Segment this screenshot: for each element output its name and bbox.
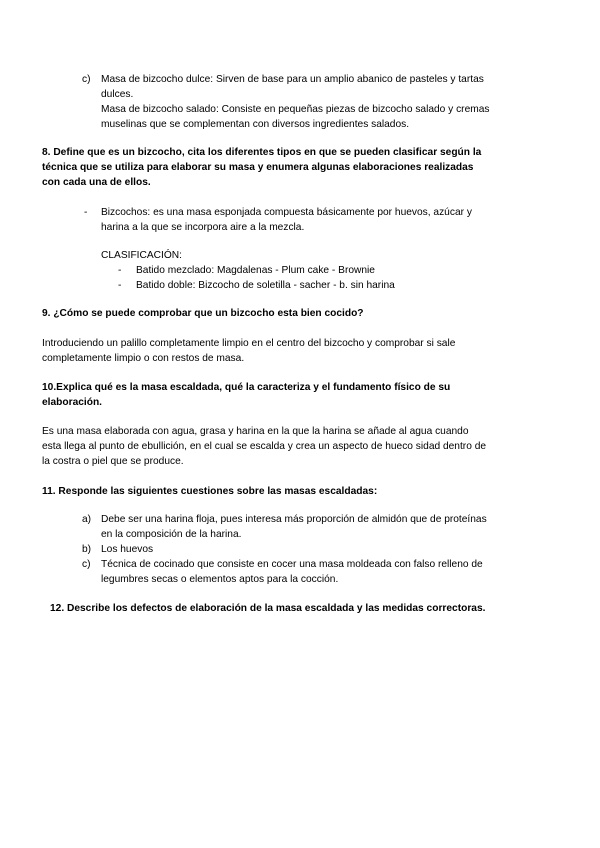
list-marker: a) — [82, 514, 92, 525]
answer-text: harina a la que se incorpora aire a la mezcla. — [101, 222, 305, 233]
question-heading: 8. Define que es un bizcocho, cita los diferentes tipos en que se pueden clasificar según la — [42, 147, 482, 158]
answer-text: Masa de bizcocho salado: Consiste en pequeñas piezas de bizcocho salado y cremas — [101, 104, 490, 115]
classification-heading: CLASIFICACIÓN: — [101, 250, 182, 261]
answer-text: en la composición de la harina. — [101, 529, 242, 540]
answer-text: dulces. — [101, 89, 134, 100]
answer-text: Técnica de cocinado que consiste en cocer una masa moldeada con falso relleno de — [101, 559, 483, 570]
question-heading: elaboración. — [42, 397, 103, 408]
question-heading: técnica que se utiliza para elaborar su masa y enumera algunas elaboraciones realizadas — [42, 162, 474, 173]
question-heading: 10.Explica qué es la masa escaldada, qué la caracteriza y el fundamento físico de su — [42, 382, 451, 393]
answer-text: Debe ser una harina floja, pues interesa más proporción de almidón que de proteínas — [101, 514, 487, 525]
list-marker: c) — [82, 559, 91, 570]
question-heading: 11. Responde las siguientes cuestiones sobre las masas escaldadas: — [42, 486, 378, 497]
answer-text: legumbres secas o elementos aptos para la cocción. — [101, 574, 339, 585]
answer-text: esta llega al punto de ebullición, en el cual se escalda y crea un aspecto de hueco sidad dentro de — [42, 441, 487, 452]
answer-text: Introduciendo un palillo completamente limpio en el centro del bizcocho y comprobar si sale — [42, 338, 456, 349]
dash-marker: - — [84, 207, 88, 218]
answer-text: Es una masa elaborada con agua, grasa y harina en la que la harina se añade al agua cuando — [42, 426, 469, 437]
question-heading: 9. ¿Cómo se puede comprobar que un bizcocho esta bien cocido? — [42, 308, 364, 319]
answer-text: Bizcochos: es una masa esponjada compuesta básicamente por huevos, azúcar y — [101, 207, 472, 218]
answer-text: completamente limpio o con restos de masa. — [42, 353, 245, 364]
dash-marker: - — [118, 280, 122, 291]
answer-text: muselinas que se complementan con diversos ingredientes salados. — [101, 119, 410, 130]
answer-text: la costra o piel que se produce. — [42, 456, 184, 467]
classification-item: Batido mezclado: Magdalenas - Plum cake - Brownie — [136, 265, 375, 276]
list-marker: b) — [82, 544, 92, 555]
answer-text: Masa de bizcocho dulce: Sirven de base para un amplio abanico de pasteles y tartas — [101, 74, 484, 85]
question-heading: 12. Describe los defectos de elaboración de la masa escaldada y las medidas correctoras. — [50, 603, 486, 614]
classification-item: Batido doble: Bizcocho de soletilla - sacher - b. sin harina — [136, 280, 395, 291]
question-heading: con cada una de ellos. — [42, 177, 151, 188]
answer-text: Los huevos — [101, 544, 154, 555]
dash-marker: - — [118, 265, 122, 276]
list-marker: c) — [82, 74, 91, 85]
